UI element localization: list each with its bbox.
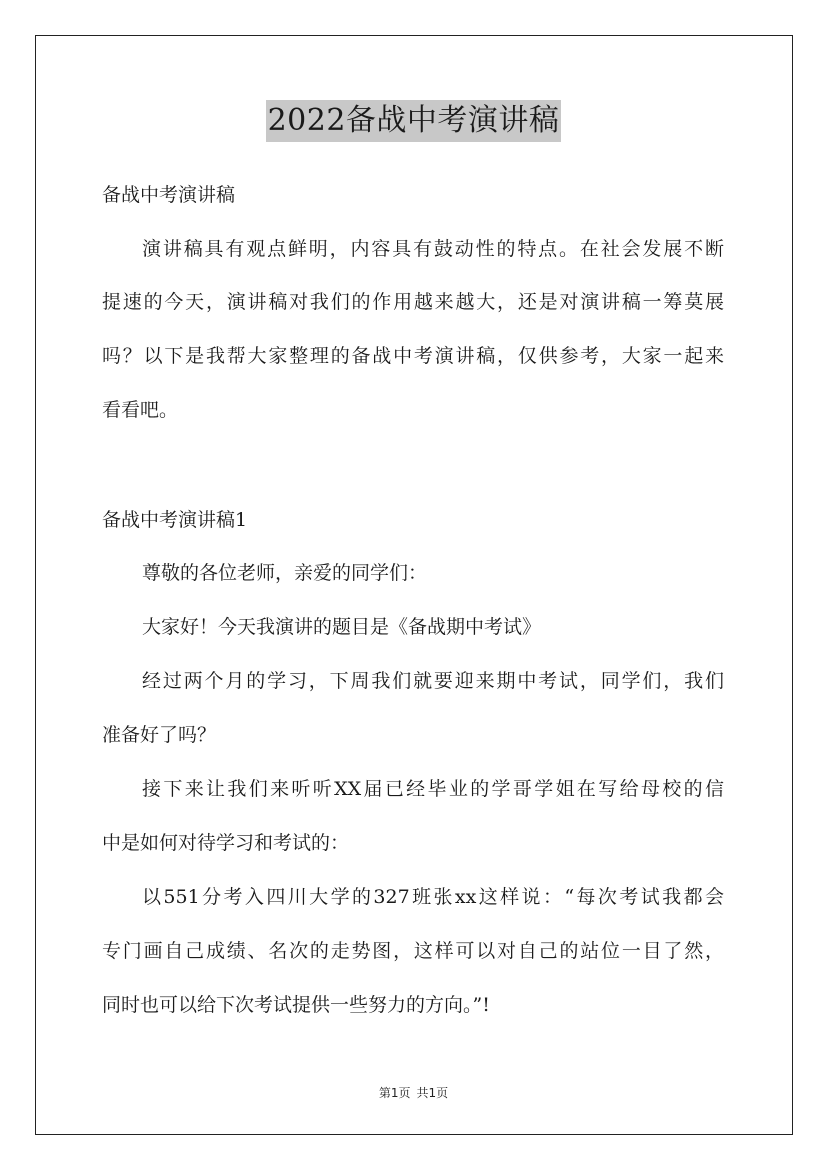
paragraph-line: 准备好了吗？ [102, 724, 217, 746]
intro-line: 提速的今天，演讲稿对我们的作用越来越大，还是对演讲稿一筹莫展 [102, 291, 724, 313]
paragraph-line: 同时也可以给下次考试提供一些努力的方向。”! [102, 994, 490, 1016]
intro-line: 看看吧。 [102, 399, 179, 421]
intro-line: 吗？以下是我帮大家整理的备战中考演讲稿，仅供参考，大家一起来 [102, 345, 724, 367]
greeting: 尊敬的各位老师，亲爱的同学们： [142, 562, 428, 584]
paragraph-line: 中是如何对待学习和考试的： [102, 832, 350, 854]
document-title: 2022备战中考演讲稿 [266, 100, 562, 142]
paragraph-line: 以551分考入四川大学的327班张xx这样说：“每次考试我都会 [142, 886, 724, 908]
page-total: 共1页 [416, 1086, 449, 1100]
intro-line: 演讲稿具有观点鲜明，内容具有鼓动性的特点。在社会发展不断 [142, 238, 724, 260]
page-footer [0, 1084, 827, 1101]
section-heading: 备战中考演讲稿1 [102, 509, 248, 531]
page-number: 第1页 [378, 1086, 411, 1100]
paragraph-line: 专门画自己成绩、名次的走势图，这样可以对自己的站位一目了然， [102, 940, 724, 962]
paragraph-line: 经过两个月的学习，下周我们就要迎来期中考试，同学们，我们 [142, 670, 724, 692]
paragraph-line: 接下来让我们来听听XX届已经毕业的学哥学姐在写给母校的信 [142, 778, 724, 800]
title-block [0, 100, 827, 142]
hello-line: 大家好！今天我演讲的题目是《备战期中考试》 [142, 616, 542, 638]
document-subtitle: 备战中考演讲稿 [102, 184, 236, 206]
